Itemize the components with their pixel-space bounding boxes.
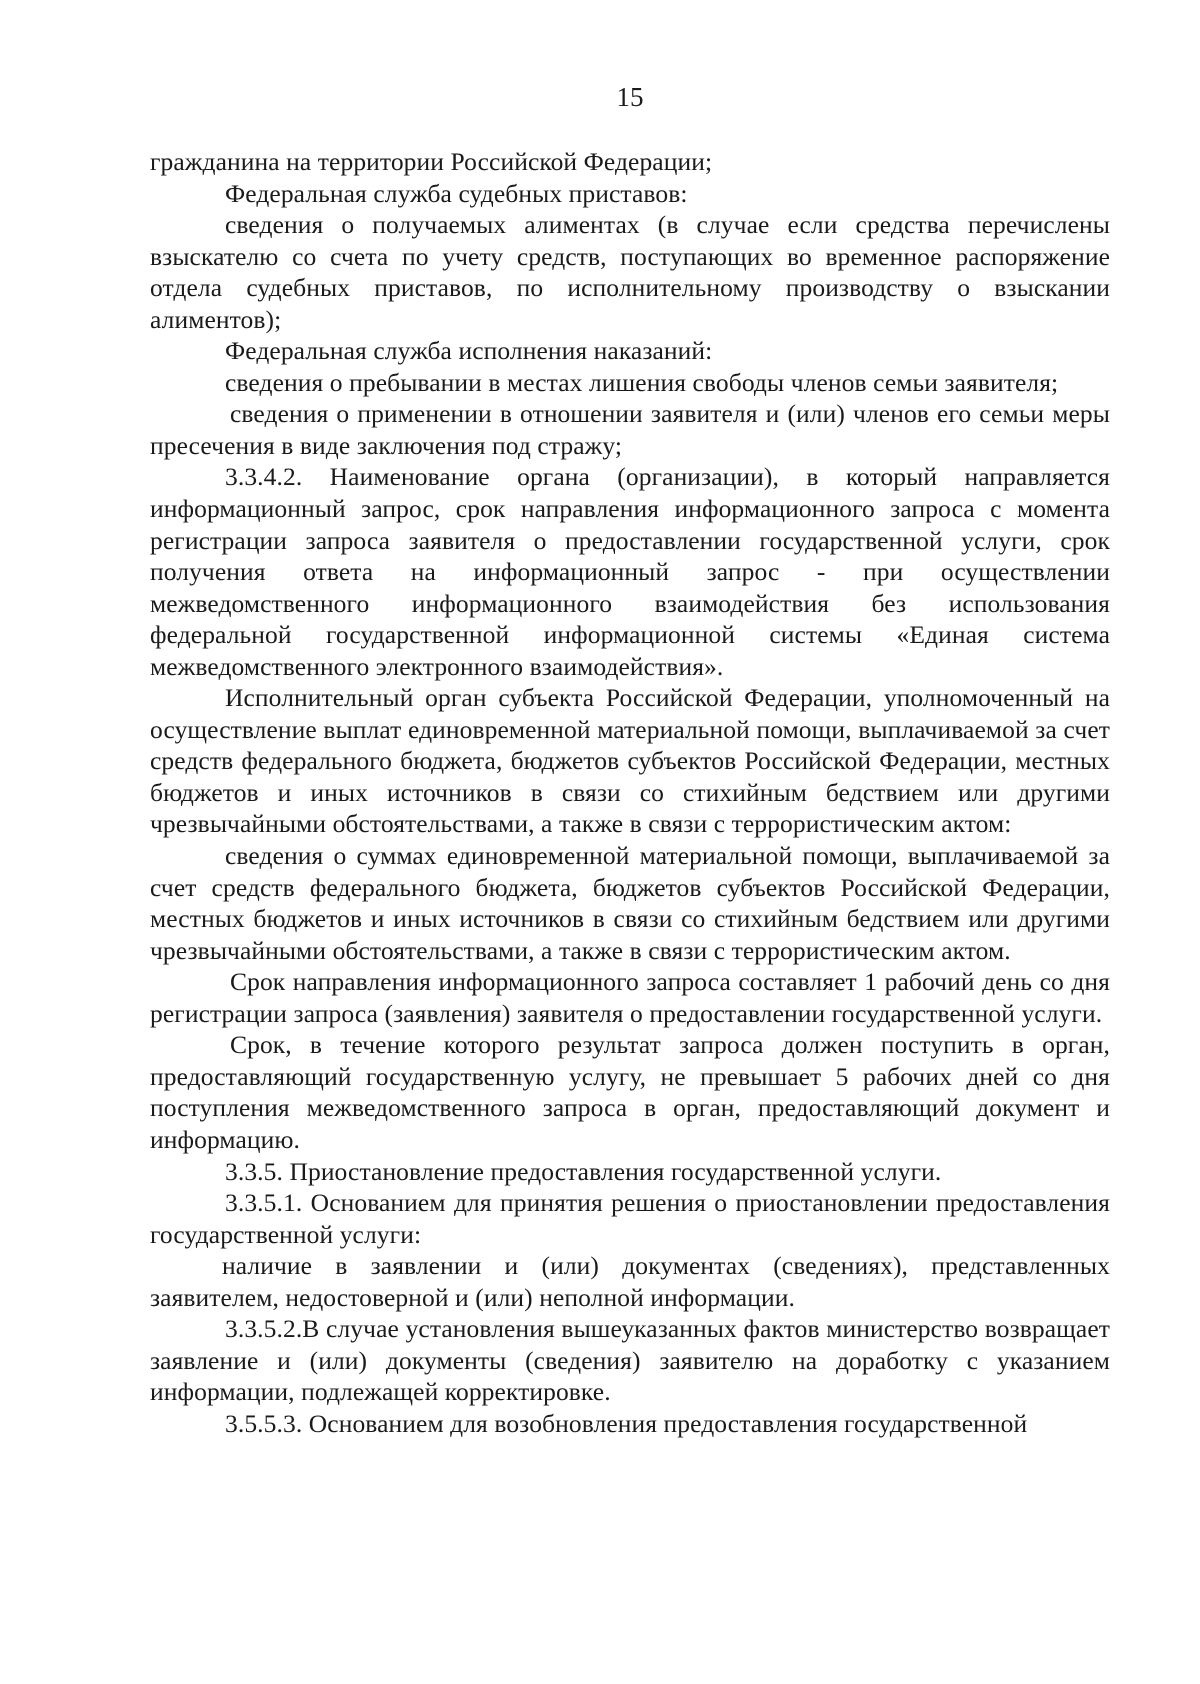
document-body	[150, 146, 1110, 1439]
paragraph: Федеральная служба исполнения наказаний:	[225, 336, 713, 366]
paragraph: Исполнительный орган субъекта Российской Федерации, уполномоченный на осуществление выплат единовременной материальной помощи, выплачиваемой за счет средств федерального бюджета, бюджетов субъектов Российской Федерации, местных бюджетов и иных источников в связи со стихийным бедствием или другими чрезвычайными обстоятельствами, а также в связи с террористическим актом:	[150, 683, 1110, 839]
paragraph: Срок направления информационного запроса составляет 1 рабочий день со дня регистрации запроса (заявления) заявителя о предоставлении государственной услуги.	[150, 967, 1110, 1028]
paragraph: 3.3.5.1. Основанием для принятия решения о приостановлении предоставления государственной услуги:	[150, 1188, 1110, 1249]
paragraph: сведения о получаемых алиментах (в случае если средства перечислены взыскателю со счета по учету средств, поступающих во временное распоряжение отдела судебных приставов, по исполнительному производству о взыскании алиментов);	[150, 210, 1110, 334]
paragraph: Федеральная служба судебных приставов:	[225, 178, 688, 208]
paragraph: сведения о применении в отношении заявителя и (или) членов его семьи меры пресечения в виде заключения под стражу;	[150, 399, 1110, 460]
paragraph: сведения о пребывании в местах лишения свободы членов семьи заявителя;	[225, 367, 1059, 397]
page-number: 15	[616, 82, 644, 112]
paragraph: гражданина на территории Российской Федерации;	[150, 147, 713, 176]
paragraph: сведения о суммах единовременной материальной помощи, выплачиваемой за счет средств федерального бюджета, бюджетов субъектов Российской Федерации, местных бюджетов и иных источников в связи со стихийным бедствием или другими чрезвычайными обстоятельствами, а также в связи с террористическим актом.	[150, 841, 1110, 965]
paragraph: 3.3.5. Приостановление предоставления государственной услуги.	[225, 1156, 942, 1186]
paragraph: Срок, в течение которого результат запроса должен поступить в орган, предоставляющий государственную услугу, не превышает 5 рабочих дней со дня поступления межведомственного запроса в орган, предоставляющий документ и информацию.	[150, 1030, 1110, 1154]
paragraph: 3.3.5.2.В случае установления вышеуказанных фактов министерство возвращает заявление и (или) документы (сведения) заявителю на доработку с указанием информации, подлежащей корректировке.	[150, 1314, 1110, 1407]
paragraph: 3.3.4.2. Наименование органа (организации), в который направляется информационный запрос, срок направления информационного запроса с момента регистрации запроса заявителя о предоставлении государственной услуги, срок получения ответа на информационный запрос - при осуществлении межведомственного информационного взаимодействия без использования федеральной государственной информационной системы «Единая система межведомственного электронного взаимодействия».	[150, 462, 1110, 681]
paragraph: 3.5.5.3. Основанием для возобновления предоставления государственной	[225, 1408, 1028, 1438]
paragraph: наличие в заявлении и (или) документах (сведениях), представленных заявителем, недостоверной и (или) неполной информации.	[150, 1251, 1110, 1312]
